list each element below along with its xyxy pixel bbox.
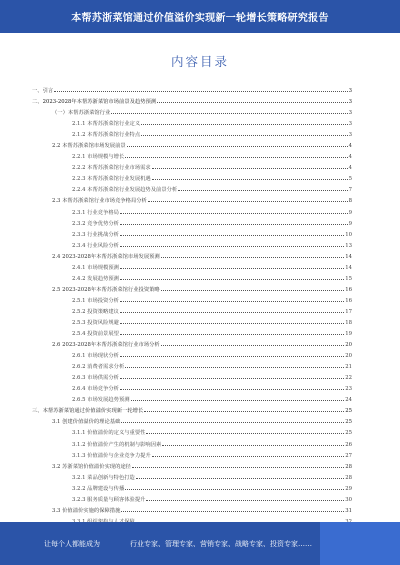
toc-entry-title: 3.1.1 价值溢价的定义与重要性 — [72, 430, 146, 437]
toc-heading: 内容目录 — [170, 54, 229, 69]
toc-leader-dots — [121, 511, 344, 512]
toc-entry-page: 25 — [345, 419, 352, 426]
toc-entry-title: 2.4.1 市场规模预测 — [72, 264, 119, 271]
toc-entry-page: 4 — [348, 143, 352, 150]
toc-entry-page: 29 — [345, 485, 352, 492]
toc-entry[interactable] — [32, 252, 352, 263]
toc-entry-title: 3.1.3 价值溢价与企业竞争力提升 — [72, 452, 151, 459]
toc-entry[interactable] — [32, 440, 352, 451]
toc-entry[interactable] — [32, 473, 352, 484]
table-of-contents — [32, 86, 352, 528]
toc-entry[interactable] — [32, 163, 352, 174]
toc-leader-dots — [146, 500, 344, 501]
toc-entry[interactable] — [32, 351, 352, 362]
toc-leader-dots — [157, 102, 348, 103]
toc-entry-title: 2.2.1 市场规模与增长 — [72, 154, 125, 161]
toc-leader-dots — [125, 489, 344, 490]
toc-entry-page: 28 — [345, 474, 352, 481]
toc-leader-dots — [144, 411, 344, 412]
toc-entry-title: 3.2.2 品牌建设与传播 — [72, 485, 125, 492]
toc-leader-dots — [161, 345, 345, 346]
toc-entry-title: 2.6.2 消费者需求分析 — [72, 364, 125, 371]
toc-entry-title: 一、引言 — [32, 88, 54, 94]
toc-entry-title: 二、2023-2028年本帮苏浙菜馆市场前景及趋势预测 — [32, 99, 157, 106]
toc-leader-dots — [120, 235, 344, 236]
toc-entry[interactable] — [32, 241, 352, 252]
toc-leader-dots — [141, 135, 347, 136]
footer-accent — [320, 522, 400, 565]
toc-entry-page: 25 — [345, 430, 352, 437]
toc-entry-page: 14 — [345, 253, 352, 260]
toc-entry-title: 2.2 本帮苏浙菜馆市场发展前景 — [52, 143, 126, 150]
toc-entry-page: 27 — [345, 452, 352, 459]
toc-entry-page: 21 — [345, 364, 352, 371]
toc-entry-title: 3.3 价值溢价实施的保障措施 — [52, 507, 121, 514]
page-header — [0, 0, 400, 33]
toc-entry-page: 3 — [348, 88, 352, 94]
toc-leader-dots — [120, 356, 344, 357]
toc-entry-title: 3.1 创建价值溢价的理论基础 — [52, 419, 121, 426]
toc-leader-dots — [120, 279, 344, 280]
toc-entry[interactable] — [32, 384, 352, 395]
toc-entry-title: 2.6.4 市场竞争分析 — [72, 386, 119, 393]
toc-leader-dots — [54, 91, 347, 92]
toc-entry[interactable] — [32, 219, 352, 230]
toc-entry-title: 2.6.3 市场供需分析 — [72, 375, 119, 382]
toc-leader-dots — [120, 378, 344, 379]
toc-leader-dots — [120, 301, 344, 302]
toc-entry-page: 14 — [345, 264, 352, 271]
toc-entry-page: 8 — [348, 198, 352, 205]
toc-entry[interactable] — [32, 108, 352, 119]
toc-entry-page: 9 — [348, 209, 352, 216]
toc-leader-dots — [178, 190, 347, 191]
toc-entry-page: 4 — [348, 165, 352, 172]
toc-leader-dots — [120, 389, 344, 390]
toc-entry[interactable] — [32, 484, 352, 495]
toc-leader-dots — [120, 246, 344, 247]
toc-entry[interactable] — [32, 318, 352, 329]
toc-entry[interactable] — [32, 274, 352, 285]
toc-entry-title: 2.5.3 投资风险规避 — [72, 319, 119, 326]
toc-leader-dots — [120, 268, 344, 269]
footer-slogan-left: 让每个人都能成为 — [44, 539, 100, 548]
toc-entry-page: 18 — [345, 319, 352, 326]
toc-entry-title: （一）本帮苏浙菜馆行业 — [52, 110, 111, 117]
footer-slogan-right: 行业专家、管理专家、营销专家、战略专家、投资专家…… — [130, 539, 312, 548]
toc-leader-dots — [148, 201, 348, 202]
toc-leader-dots — [120, 323, 344, 324]
toc-entry[interactable] — [32, 230, 352, 241]
toc-entry-page: 13 — [345, 242, 352, 249]
toc-entry[interactable] — [32, 495, 352, 506]
toc-entry-title: 三、本帮苏浙菜馆通过价值溢价实现新一轮增长 — [32, 408, 144, 415]
toc-entry[interactable] — [32, 263, 352, 274]
toc-entry-title: 2.4 2023-2028年本帮苏浙菜馆市场发展预测 — [52, 253, 160, 260]
toc-entry-page: 10 — [345, 231, 352, 238]
toc-entry-page: 3 — [348, 110, 352, 117]
toc-entry[interactable] — [32, 362, 352, 373]
toc-entry-title: 2.3.1 行业竞争格局 — [72, 209, 119, 216]
toc-entry[interactable] — [32, 340, 352, 351]
toc-entry[interactable] — [32, 130, 352, 141]
toc-entry-page: 5 — [348, 176, 352, 183]
toc-leader-dots — [111, 113, 347, 114]
toc-entry[interactable] — [32, 119, 352, 130]
toc-entry-page: 3 — [348, 99, 352, 106]
toc-entry-page: 4 — [348, 154, 352, 161]
toc-leader-dots — [141, 124, 347, 125]
toc-entry[interactable] — [32, 97, 352, 108]
toc-leader-dots — [146, 433, 344, 434]
toc-leader-dots — [136, 478, 344, 479]
toc-entry[interactable] — [32, 307, 352, 318]
toc-leader-dots — [162, 445, 344, 446]
toc-entry[interactable] — [32, 462, 352, 473]
toc-entry-page: 30 — [345, 496, 352, 503]
toc-entry[interactable] — [32, 329, 352, 340]
toc-entry-title: 2.5.1 市场投资分析 — [72, 297, 119, 304]
toc-leader-dots — [120, 334, 344, 335]
toc-entry-page: 9 — [348, 220, 352, 227]
toc-entry-title: 2.3.3 行业挑战分析 — [72, 231, 119, 238]
toc-entry-title: 2.3.4 行业风险分析 — [72, 242, 119, 249]
toc-entry-title: 2.6 2023-2028年本帮苏浙菜馆行业市场分析 — [52, 342, 160, 349]
toc-entry-title: 2.2.4 本帮苏浙菜馆行业发展趋势及前景分析 — [72, 187, 178, 194]
toc-leader-dots — [152, 179, 348, 180]
toc-entry[interactable] — [32, 296, 352, 307]
toc-entry-page: 22 — [345, 375, 352, 382]
toc-entry-page: 3 — [348, 121, 352, 128]
toc-entry-page: 15 — [345, 275, 352, 282]
toc-entry-page: 20 — [345, 353, 352, 360]
toc-entry-page: 26 — [345, 441, 352, 448]
toc-entry-title: 3.2.1 菜品创新与特色打造 — [72, 474, 135, 481]
toc-entry[interactable] — [32, 417, 352, 428]
toc-leader-dots — [132, 467, 344, 468]
toc-entry[interactable] — [32, 406, 352, 417]
toc-leader-dots — [121, 422, 344, 423]
toc-entry[interactable] — [32, 196, 352, 207]
toc-entry-title: 2.5 2023-2028年本帮苏浙菜馆行业投资策略 — [52, 286, 160, 293]
toc-entry[interactable] — [32, 185, 352, 196]
toc-entry-page: 28 — [345, 463, 352, 470]
toc-entry-title: 2.4.2 发展趋势预测 — [72, 275, 119, 282]
toc-entry-title: 2.2.3 本帮苏浙菜馆行业发展机遇 — [72, 176, 151, 183]
toc-leader-dots — [127, 146, 348, 147]
toc-entry-page: 20 — [345, 342, 352, 349]
toc-leader-dots — [120, 224, 348, 225]
toc-entry-title: 2.2.2 本帮苏浙菜馆行业市场需求 — [72, 165, 151, 172]
toc-entry[interactable] — [32, 208, 352, 219]
toc-entry-page: 17 — [345, 308, 352, 315]
toc-leader-dots — [131, 400, 345, 401]
toc-entry[interactable] — [32, 86, 352, 97]
toc-leader-dots — [125, 367, 344, 368]
toc-entry-title: 3.2.3 服务质量与顾客体验提升 — [72, 496, 146, 503]
toc-leader-dots — [120, 213, 348, 214]
toc-leader-dots — [120, 312, 344, 313]
toc-entry-page: 25 — [345, 408, 352, 415]
page-footer — [0, 522, 400, 565]
toc-entry-title: 3.2 苏浙菜馆价值溢价实现的途径 — [52, 463, 131, 470]
toc-entry[interactable] — [32, 373, 352, 384]
toc-leader-dots — [152, 456, 345, 457]
toc-entry-page: 19 — [345, 331, 352, 338]
toc-entry-page: 24 — [345, 397, 352, 404]
toc-entry[interactable] — [32, 428, 352, 439]
toc-entry[interactable] — [32, 285, 352, 296]
toc-entry[interactable] — [32, 451, 352, 462]
toc-entry-page: 3 — [348, 132, 352, 139]
report-title: 本帮苏浙菜馆通过价值溢价实现新一轮增长策略研究报告 — [71, 13, 329, 24]
toc-entry-title: 2.3 本帮苏浙菜馆行业市场竞争格局分析 — [52, 198, 147, 205]
toc-leader-dots — [161, 290, 345, 291]
toc-entry[interactable] — [32, 152, 352, 163]
toc-entry-page: 23 — [345, 386, 352, 393]
toc-entry[interactable] — [32, 141, 352, 152]
toc-entry-title: 2.1.1 本帮苏浙菜馆行业定义 — [72, 121, 141, 128]
toc-entry-title: 2.1.2 本帮苏浙菜馆行业特点 — [72, 132, 141, 139]
toc-leader-dots — [152, 168, 348, 169]
toc-entry-title: 2.5.2 投资策略建议 — [72, 308, 119, 315]
toc-leader-dots — [125, 157, 347, 158]
toc-entry-title: 3.1.2 价值溢价产生的机制与影响因素 — [72, 441, 162, 448]
toc-entry-page: 16 — [345, 297, 352, 304]
toc-entry-title: 2.6.1 市场现状分析 — [72, 353, 119, 360]
toc-entry-title: 2.5.4 投资前景展望 — [72, 331, 119, 338]
toc-entry[interactable] — [32, 395, 352, 406]
toc-entry[interactable] — [32, 506, 352, 517]
toc-entry-title: 2.3.2 竞争优势分析 — [72, 220, 119, 227]
toc-entry-page: 31 — [345, 507, 352, 514]
toc-leader-dots — [161, 257, 345, 258]
toc-entry[interactable] — [32, 174, 352, 185]
toc-entry-page: 7 — [348, 187, 352, 194]
toc-entry-page: 16 — [345, 286, 352, 293]
toc-entry-title: 2.6.5 市场发展趋势预测 — [72, 397, 130, 404]
